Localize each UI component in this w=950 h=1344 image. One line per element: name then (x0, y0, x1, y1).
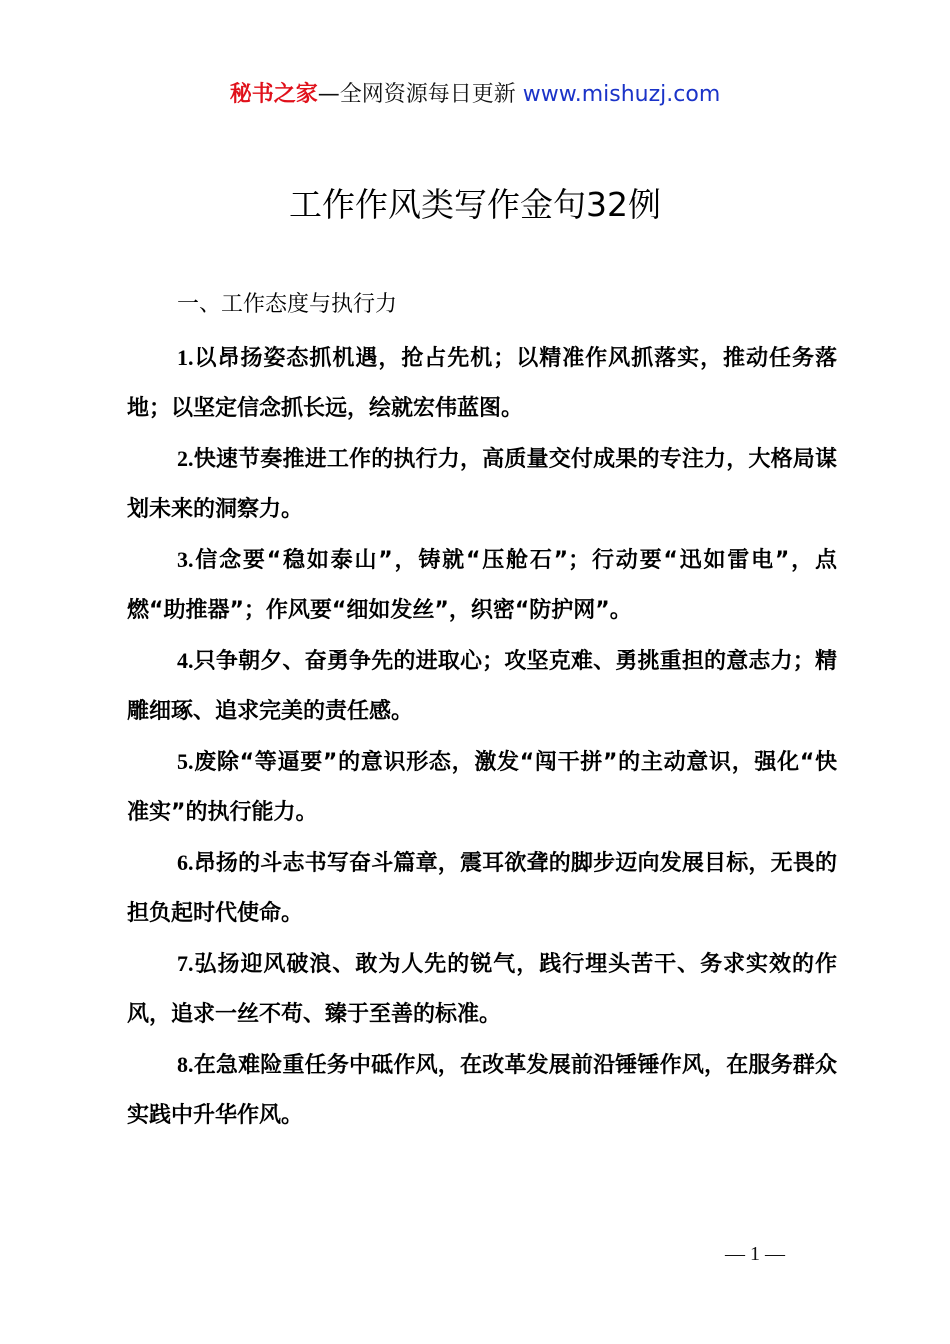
item-number: 7. (177, 951, 194, 976)
document-title: 工作作风类写作金句32例 (289, 185, 661, 224)
section-heading: 一、工作态度与执行力 (177, 292, 398, 317)
item-text: 快速节奏推进工作的执行力，高质量交付成果的专注力，大格局谋划未来的洞察力。 (127, 447, 837, 522)
item-number: 8. (177, 1052, 194, 1077)
item-text: 信念要“稳如泰山”，铸就“压舱石”；行动要“迅如雷电”，点燃“助推器”；作风要“细如发丝”，织密“防护网”。 (127, 548, 837, 623)
list-item (127, 434, 837, 535)
item-text: 昂扬的斗志书写奋斗篇章，震耳欲聋的脚步迈向发展目标，无畏的担负起时代使命。 (127, 851, 837, 926)
item-number: 3. (177, 547, 194, 572)
item-text: 在急难险重任务中砥作风，在改革发展前沿锤锤作风，在服务群众实践中升华作风。 (127, 1053, 837, 1128)
list-item (127, 333, 837, 434)
header-tagline: —全网资源每日更新 (317, 82, 516, 107)
item-text: 只争朝夕、奋勇争先的进取心；攻坚克难、勇挑重担的意志力；精雕细琢、追求完美的责任感。 (127, 649, 837, 724)
item-text: 弘扬迎风破浪、敢为人先的锐气，践行埋头苦干、务求实效的作风，追求一丝不苟、臻于至善的标准。 (127, 952, 837, 1027)
list-item (127, 535, 837, 636)
brand-name: 秘书之家 (229, 82, 318, 107)
site-header (0, 78, 950, 112)
item-number: 1. (177, 345, 194, 370)
list-item (127, 737, 837, 838)
item-number: 6. (177, 850, 194, 875)
list-item (127, 838, 837, 939)
list-item (127, 636, 837, 737)
item-number: 5. (177, 749, 194, 774)
item-number: 4. (177, 648, 194, 673)
item-list (127, 333, 837, 1141)
item-text: 废除“等逼要”的意识形态，激发“闯干拼”的主动意识，强化“快准实”的执行能力。 (127, 750, 837, 825)
item-number: 2. (177, 446, 194, 471)
item-text: 以昂扬姿态抓机遇，抢占先机；以精准作风抓落实，推动任务落地；以坚定信念抓长远，绘就宏伟蓝图。 (127, 346, 837, 421)
page-number: — 1 — (725, 1243, 785, 1265)
website-link[interactable]: www.mishuzj.com (522, 82, 721, 107)
list-item (127, 1040, 837, 1141)
list-item (127, 939, 837, 1040)
